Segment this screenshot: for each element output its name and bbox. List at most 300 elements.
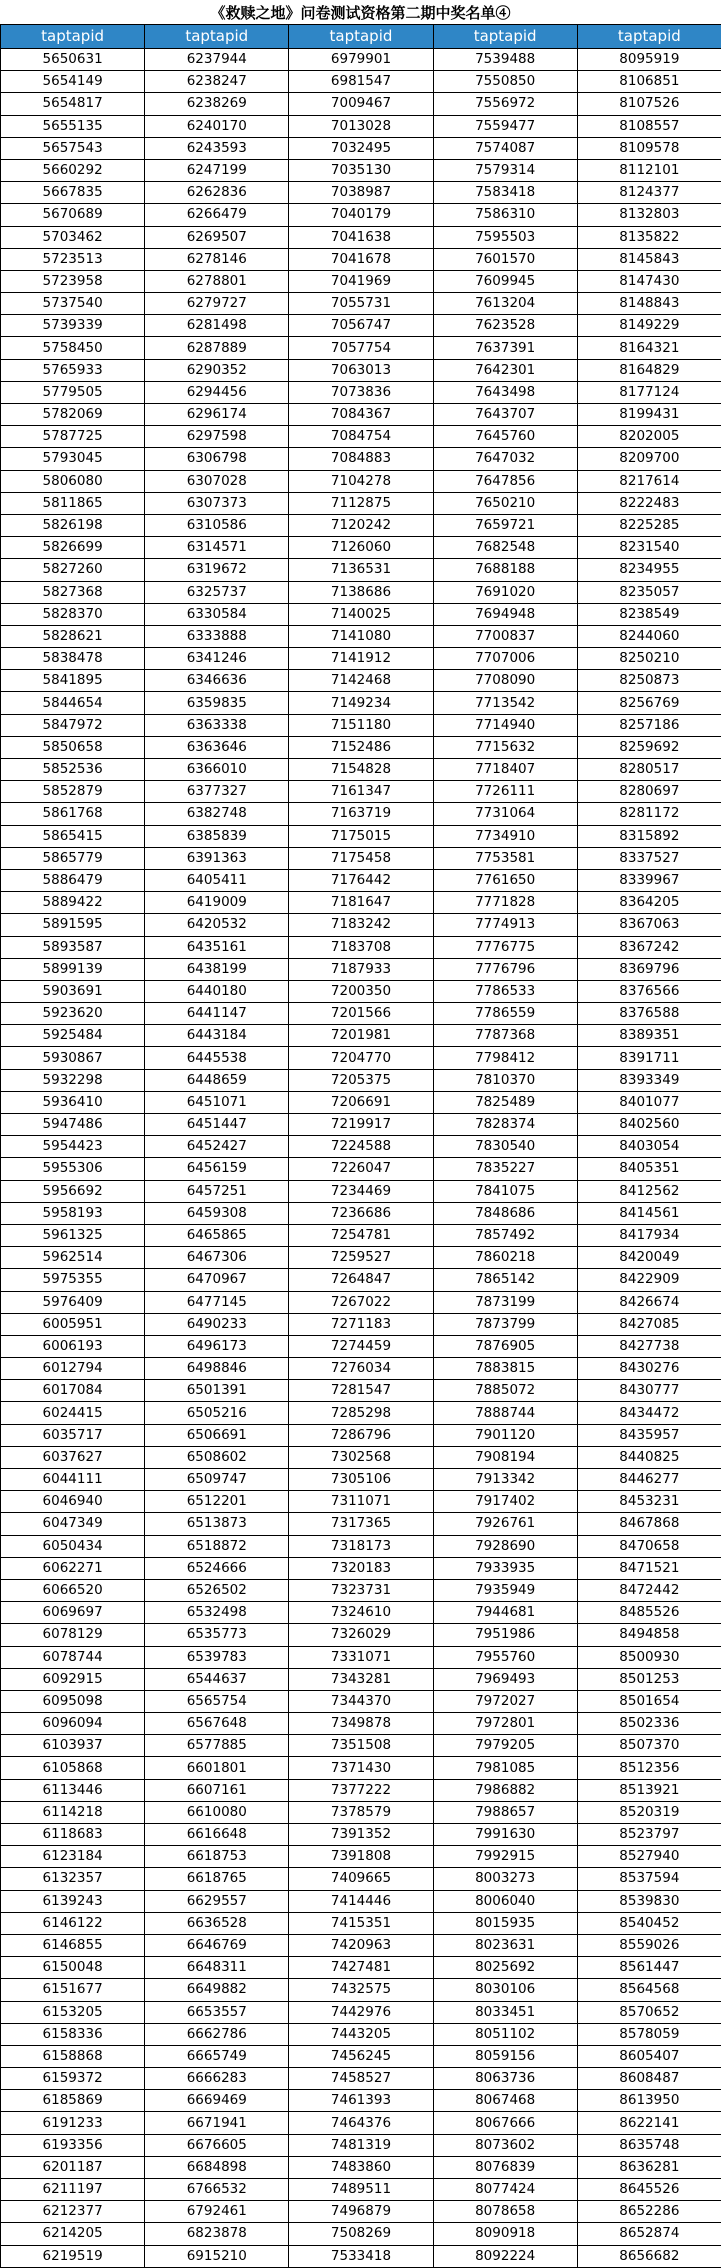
- table-cell: 6005951: [1, 1313, 145, 1335]
- table-cell: 6266479: [145, 204, 289, 226]
- table-cell: 7714940: [433, 714, 577, 736]
- table-cell: 7901120: [433, 1424, 577, 1446]
- table-cell: 7041678: [289, 248, 433, 270]
- table-cell: 7601570: [433, 248, 577, 270]
- table-header-row: [1, 25, 721, 49]
- table-row: [1, 1136, 721, 1158]
- table-row: [1, 1979, 721, 2001]
- table-cell: 7063013: [289, 359, 433, 381]
- table-cell: 6103937: [1, 1735, 145, 1757]
- table-row: [1, 1291, 721, 1313]
- table-cell: 5765933: [1, 359, 145, 381]
- table-cell: 7969493: [433, 1668, 577, 1690]
- table-cell: 6201187: [1, 2156, 145, 2178]
- table-cell: 8280517: [577, 759, 721, 781]
- table-cell: 7276034: [289, 1358, 433, 1380]
- table-cell: 5793045: [1, 448, 145, 470]
- table-cell: 7351508: [289, 1735, 433, 1757]
- table-cell: 7311071: [289, 1491, 433, 1513]
- table-cell: 8537594: [577, 1868, 721, 1890]
- table-cell: 6290352: [145, 359, 289, 381]
- table-cell: 8250210: [577, 648, 721, 670]
- table-cell: 8015935: [433, 1912, 577, 1934]
- table-cell: 7391352: [289, 1824, 433, 1846]
- table-cell: 7988657: [433, 1801, 577, 1823]
- table-cell: 6281498: [145, 315, 289, 337]
- table-cell: 5841895: [1, 670, 145, 692]
- table-row: [1, 1025, 721, 1047]
- table-cell: 5670689: [1, 204, 145, 226]
- table-cell: 7281547: [289, 1380, 433, 1402]
- table-cell: 7917402: [433, 1491, 577, 1513]
- table-cell: 6069697: [1, 1602, 145, 1624]
- table-cell: 8502336: [577, 1713, 721, 1735]
- table-cell: 7972801: [433, 1713, 577, 1735]
- table-cell: 6535773: [145, 1624, 289, 1646]
- table-cell: 7828374: [433, 1114, 577, 1136]
- table-cell: 8063736: [433, 2068, 577, 2090]
- table-cell: 6524666: [145, 1557, 289, 1579]
- table-cell: 6146122: [1, 1912, 145, 1934]
- table-cell: 7835227: [433, 1158, 577, 1180]
- table-cell: 7830540: [433, 1136, 577, 1158]
- table-cell: 8402560: [577, 1114, 721, 1136]
- table-cell: 6470967: [145, 1269, 289, 1291]
- table-cell: 7176442: [289, 869, 433, 891]
- table-cell: 7154828: [289, 759, 433, 781]
- table-cell: 6193356: [1, 2134, 145, 2156]
- table-cell: 7991630: [433, 1824, 577, 1846]
- table-cell: 7420963: [289, 1934, 433, 1956]
- table-cell: 5893587: [1, 936, 145, 958]
- table-cell: 6333888: [145, 625, 289, 647]
- table-row: [1, 537, 721, 559]
- table-row: [1, 381, 721, 403]
- table-cell: 5847972: [1, 714, 145, 736]
- table-cell: 5889422: [1, 892, 145, 914]
- table-cell: 7637391: [433, 337, 577, 359]
- table-cell: 6247199: [145, 159, 289, 181]
- table-cell: 6459308: [145, 1202, 289, 1224]
- table-cell: 7377222: [289, 1779, 433, 1801]
- table-cell: 5654149: [1, 71, 145, 93]
- table-cell: 7040179: [289, 204, 433, 226]
- table-row: [1, 1047, 721, 1069]
- table-cell: 8067666: [433, 2112, 577, 2134]
- table-cell: 5739339: [1, 315, 145, 337]
- table-cell: 6792461: [145, 2201, 289, 2223]
- table-cell: 7643707: [433, 404, 577, 426]
- table-cell: 7694948: [433, 603, 577, 625]
- table-cell: 5961325: [1, 1224, 145, 1246]
- table-cell: 8561447: [577, 1957, 721, 1979]
- table-cell: 5930867: [1, 1047, 145, 1069]
- table-row: [1, 470, 721, 492]
- table-cell: 7032495: [289, 137, 433, 159]
- table-cell: 6237944: [145, 49, 289, 71]
- table-cell: 7489511: [289, 2179, 433, 2201]
- table-cell: 7579314: [433, 159, 577, 181]
- table-cell: 5844654: [1, 692, 145, 714]
- table-cell: 8067468: [433, 2090, 577, 2112]
- table-cell: 7761650: [433, 869, 577, 891]
- table-cell: 5958193: [1, 1202, 145, 1224]
- table-cell: 6385839: [145, 825, 289, 847]
- table-cell: 7876905: [433, 1335, 577, 1357]
- table-cell: 6297598: [145, 426, 289, 448]
- table-cell: 7787368: [433, 1025, 577, 1047]
- table-row: [1, 293, 721, 315]
- table-cell: 6648311: [145, 1957, 289, 1979]
- table-cell: 6526502: [145, 1579, 289, 1601]
- table-cell: 8376588: [577, 1003, 721, 1025]
- table-cell: 7084754: [289, 426, 433, 448]
- table-row: [1, 714, 721, 736]
- table-cell: 8608487: [577, 2068, 721, 2090]
- table-row: [1, 1180, 721, 1202]
- table-cell: 7713542: [433, 692, 577, 714]
- table-row: [1, 1713, 721, 1735]
- table-cell: 7559477: [433, 115, 577, 137]
- table-cell: 7992915: [433, 1846, 577, 1868]
- table-cell: 8107526: [577, 93, 721, 115]
- table-cell: 7888744: [433, 1402, 577, 1424]
- table-cell: 6139243: [1, 1890, 145, 1912]
- table-cell: 6671941: [145, 2112, 289, 2134]
- table-cell: 7883815: [433, 1358, 577, 1380]
- table-row: [1, 1801, 721, 1823]
- table-cell: 8453231: [577, 1491, 721, 1513]
- table-cell: 7149234: [289, 692, 433, 714]
- table-cell: 7539488: [433, 49, 577, 71]
- table-cell: 5925484: [1, 1025, 145, 1047]
- table-cell: 7161347: [289, 781, 433, 803]
- table-cell: 6062271: [1, 1557, 145, 1579]
- table-cell: 7432575: [289, 1979, 433, 2001]
- table-cell: 7038987: [289, 182, 433, 204]
- table-row: [1, 1668, 721, 1690]
- table-cell: 7508269: [289, 2223, 433, 2245]
- table-cell: 6238247: [145, 71, 289, 93]
- table-cell: 7609945: [433, 270, 577, 292]
- table-cell: 6037627: [1, 1446, 145, 1468]
- table-cell: 6047349: [1, 1513, 145, 1535]
- table-cell: 7613204: [433, 293, 577, 315]
- table-row: [1, 1690, 721, 1712]
- table-cell: 6981547: [289, 71, 433, 93]
- table-cell: 6278801: [145, 270, 289, 292]
- table-cell: 6467306: [145, 1247, 289, 1269]
- table-cell: 7142468: [289, 670, 433, 692]
- table-cell: 6243593: [145, 137, 289, 159]
- table-cell: 6191233: [1, 2112, 145, 2134]
- column-header: taptapid: [1, 25, 145, 49]
- table-cell: 6363646: [145, 736, 289, 758]
- table-row: [1, 692, 721, 714]
- table-cell: 8030106: [433, 1979, 577, 2001]
- table-row: [1, 71, 721, 93]
- table-cell: 6915210: [145, 2245, 289, 2267]
- table-cell: 7776796: [433, 958, 577, 980]
- table-cell: 6662786: [145, 2023, 289, 2045]
- table-cell: 7138686: [289, 581, 433, 603]
- table-cell: 7682548: [433, 537, 577, 559]
- table-cell: 6448659: [145, 1069, 289, 1091]
- table-cell: 5667835: [1, 182, 145, 204]
- table-cell: 6649882: [145, 1979, 289, 2001]
- table-cell: 6146855: [1, 1934, 145, 1956]
- table-cell: 7274459: [289, 1335, 433, 1357]
- table-cell: 7533418: [289, 2245, 433, 2267]
- table-row: [1, 2245, 721, 2267]
- table-cell: 7643498: [433, 381, 577, 403]
- table-row: [1, 581, 721, 603]
- table-cell: 8078658: [433, 2201, 577, 2223]
- table-cell: 7151180: [289, 714, 433, 736]
- table-cell: 7236686: [289, 1202, 433, 1224]
- table-cell: 5703462: [1, 226, 145, 248]
- table-row: [1, 1380, 721, 1402]
- table-cell: 6307373: [145, 492, 289, 514]
- table-cell: 7955760: [433, 1646, 577, 1668]
- table-cell: 7349878: [289, 1713, 433, 1735]
- table-cell: 5828370: [1, 603, 145, 625]
- table-cell: 6465865: [145, 1224, 289, 1246]
- table-row: [1, 958, 721, 980]
- table-cell: 7206691: [289, 1091, 433, 1113]
- table-cell: 7786559: [433, 1003, 577, 1025]
- table-cell: 8501654: [577, 1690, 721, 1712]
- table-cell: 8073602: [433, 2134, 577, 2156]
- table-row: [1, 1757, 721, 1779]
- table-cell: 6979901: [289, 49, 433, 71]
- table-cell: 7926761: [433, 1513, 577, 1535]
- table-cell: 5956692: [1, 1180, 145, 1202]
- table-cell: 6391363: [145, 847, 289, 869]
- table-cell: 7913342: [433, 1469, 577, 1491]
- table-cell: 6610080: [145, 1801, 289, 1823]
- table-row: [1, 2045, 721, 2067]
- table-cell: 8500930: [577, 1646, 721, 1668]
- table-cell: 7104278: [289, 470, 433, 492]
- table-cell: 7041969: [289, 270, 433, 292]
- table-cell: 8485526: [577, 1602, 721, 1624]
- table-cell: 6050434: [1, 1535, 145, 1557]
- table-cell: 6012794: [1, 1358, 145, 1380]
- table-cell: 6440180: [145, 980, 289, 1002]
- table-cell: 6676605: [145, 2134, 289, 2156]
- table-row: [1, 1624, 721, 1646]
- table-row: [1, 1579, 721, 1601]
- table-cell: 8613950: [577, 2090, 721, 2112]
- table-cell: 6078744: [1, 1646, 145, 1668]
- table-cell: 5976409: [1, 1291, 145, 1313]
- table-cell: 6498846: [145, 1358, 289, 1380]
- table-cell: 8092224: [433, 2245, 577, 2267]
- table-cell: 8231540: [577, 537, 721, 559]
- table-cell: 8337527: [577, 847, 721, 869]
- table-cell: 5827260: [1, 559, 145, 581]
- table-cell: 8393349: [577, 1069, 721, 1091]
- table-cell: 6006193: [1, 1335, 145, 1357]
- table-cell: 6294456: [145, 381, 289, 403]
- table-cell: 6214205: [1, 2223, 145, 2245]
- table-cell: 8148843: [577, 293, 721, 315]
- table-cell: 7264847: [289, 1269, 433, 1291]
- table-cell: 6092915: [1, 1668, 145, 1690]
- table-cell: 6490233: [145, 1313, 289, 1335]
- table-cell: 6506691: [145, 1424, 289, 1446]
- table-cell: 7318173: [289, 1535, 433, 1557]
- table-cell: 5723958: [1, 270, 145, 292]
- table-cell: 7443205: [289, 2023, 433, 2045]
- table-cell: 8369796: [577, 958, 721, 980]
- table-cell: 5660292: [1, 159, 145, 181]
- table-cell: 7175015: [289, 825, 433, 847]
- table-cell: 5838478: [1, 648, 145, 670]
- table-cell: 5954423: [1, 1136, 145, 1158]
- table-cell: 6341246: [145, 648, 289, 670]
- table-cell: 8470658: [577, 1535, 721, 1557]
- table-cell: 7152486: [289, 736, 433, 758]
- table-cell: 5655135: [1, 115, 145, 137]
- table-cell: 7981085: [433, 1757, 577, 1779]
- table-cell: 6451447: [145, 1114, 289, 1136]
- table-cell: 6238269: [145, 93, 289, 115]
- column-header: taptapid: [145, 25, 289, 49]
- table-row: [1, 1868, 721, 1890]
- table-cell: 6219519: [1, 2245, 145, 2267]
- table-cell: 6457251: [145, 1180, 289, 1202]
- table-cell: 6279727: [145, 293, 289, 315]
- table-cell: 7731064: [433, 803, 577, 825]
- table-cell: 6445538: [145, 1047, 289, 1069]
- table-cell: 8467868: [577, 1513, 721, 1535]
- table-cell: 8605407: [577, 2045, 721, 2067]
- table-cell: 8202005: [577, 426, 721, 448]
- table-cell: 6539783: [145, 1646, 289, 1668]
- table-cell: 7141912: [289, 648, 433, 670]
- table-cell: 7458527: [289, 2068, 433, 2090]
- table-cell: 5936410: [1, 1091, 145, 1113]
- table-row: [1, 49, 721, 71]
- table-cell: 8023631: [433, 1934, 577, 1956]
- table-row: [1, 1424, 721, 1446]
- table-cell: 6113446: [1, 1779, 145, 1801]
- table-cell: 5787725: [1, 426, 145, 448]
- table-cell: 7442976: [289, 2001, 433, 2023]
- table-cell: 7057754: [289, 337, 433, 359]
- table-cell: 8391711: [577, 1047, 721, 1069]
- table-cell: 6118683: [1, 1824, 145, 1846]
- table-cell: 8422909: [577, 1269, 721, 1291]
- table-cell: 7645760: [433, 426, 577, 448]
- table-cell: 7776775: [433, 936, 577, 958]
- table-cell: 7726111: [433, 781, 577, 803]
- table-row: [1, 1824, 721, 1846]
- table-cell: 8472442: [577, 1579, 721, 1601]
- table-cell: 8164829: [577, 359, 721, 381]
- table-cell: 6443184: [145, 1025, 289, 1047]
- table-cell: 8513921: [577, 1779, 721, 1801]
- table-row: [1, 1513, 721, 1535]
- table-row: [1, 2090, 721, 2112]
- table-cell: 8389351: [577, 1025, 721, 1047]
- table-cell: 7972027: [433, 1690, 577, 1712]
- table-cell: 8259692: [577, 736, 721, 758]
- table-cell: 7659721: [433, 514, 577, 536]
- table-cell: 7181647: [289, 892, 433, 914]
- table-cell: 6456159: [145, 1158, 289, 1180]
- table-cell: 6501391: [145, 1380, 289, 1402]
- table-cell: 5811865: [1, 492, 145, 514]
- table-cell: 6618765: [145, 1868, 289, 1890]
- table-cell: 7343281: [289, 1668, 433, 1690]
- table-cell: 8645526: [577, 2179, 721, 2201]
- table-cell: 8420049: [577, 1247, 721, 1269]
- table-cell: 8124377: [577, 182, 721, 204]
- table-cell: 6044111: [1, 1469, 145, 1491]
- table-cell: 8033451: [433, 2001, 577, 2023]
- table-cell: 8403054: [577, 1136, 721, 1158]
- table-cell: 7120242: [289, 514, 433, 536]
- table-cell: 8440825: [577, 1446, 721, 1468]
- column-header: taptapid: [577, 25, 721, 49]
- table-row: [1, 759, 721, 781]
- table-row: [1, 2179, 721, 2201]
- table-cell: 5650631: [1, 49, 145, 71]
- table-cell: 8090918: [433, 2223, 577, 2245]
- table-cell: 7774913: [433, 914, 577, 936]
- table-cell: 7391808: [289, 1846, 433, 1868]
- table-cell: 6508602: [145, 1446, 289, 1468]
- table-cell: 8199431: [577, 404, 721, 426]
- table-cell: 7979205: [433, 1735, 577, 1757]
- table-row: [1, 1446, 721, 1468]
- table-cell: 8412562: [577, 1180, 721, 1202]
- table-cell: 6636528: [145, 1912, 289, 1934]
- table-cell: 7873799: [433, 1313, 577, 1335]
- table-cell: 8235057: [577, 581, 721, 603]
- table-cell: 5903691: [1, 980, 145, 1002]
- table-row: [1, 426, 721, 448]
- table-row: [1, 936, 721, 958]
- table-cell: 7201981: [289, 1025, 433, 1047]
- table-cell: 6359835: [145, 692, 289, 714]
- table-cell: 8540452: [577, 1912, 721, 1934]
- table-cell: 8076839: [433, 2156, 577, 2178]
- table-cell: 7204770: [289, 1047, 433, 1069]
- table-cell: 6366010: [145, 759, 289, 781]
- table-cell: 8257186: [577, 714, 721, 736]
- table-row: [1, 1957, 721, 1979]
- table-cell: 7700837: [433, 625, 577, 647]
- table-row: [1, 914, 721, 936]
- table-row: [1, 2223, 721, 2245]
- table-cell: 6035717: [1, 1424, 145, 1446]
- table-row: [1, 182, 721, 204]
- table-row: [1, 2201, 721, 2223]
- table-cell: 6211197: [1, 2179, 145, 2201]
- table-cell: 8430777: [577, 1380, 721, 1402]
- table-cell: 6095098: [1, 1690, 145, 1712]
- table-cell: 7267022: [289, 1291, 433, 1313]
- table-cell: 8149229: [577, 315, 721, 337]
- table-cell: 8059156: [433, 2045, 577, 2067]
- table-cell: 8364205: [577, 892, 721, 914]
- table-cell: 8280697: [577, 781, 721, 803]
- table-row: [1, 1602, 721, 1624]
